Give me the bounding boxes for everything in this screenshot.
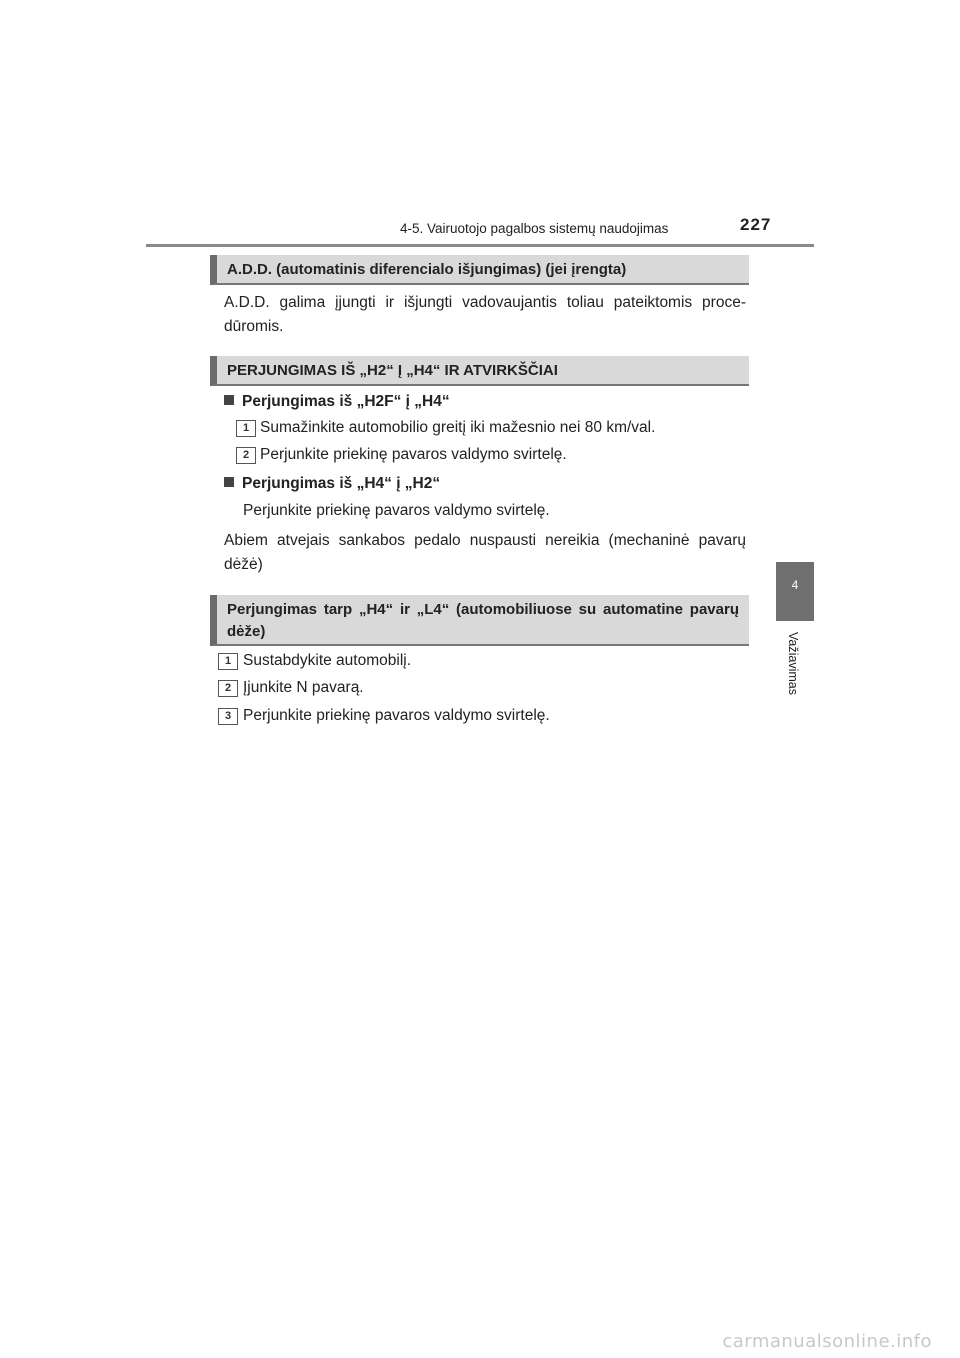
subsection-title-h2f-h4	[224, 393, 450, 411]
step-text: Sumažinkite automobilio greitį iki mažesnio nei 80 km/val.	[260, 419, 656, 436]
site-watermark: carmanualsonline.info	[722, 1331, 932, 1352]
section-heading-add: A.D.D. (automatinis diferencialo išjungimas) (jei įrengta)	[210, 255, 749, 285]
section-heading-h2-h4: PERJUNGIMAS IŠ „H2“ Į „H4“ IR ATVIRKŠČIAI	[210, 356, 749, 386]
step-number-badge: 2	[236, 447, 256, 464]
subsection-title-text: Perjungimas iš „H4“ į „H2“	[242, 475, 441, 492]
subsection-title-h4-h2	[224, 475, 440, 493]
section-heading-h4-l4: Perjungimas tarp „H4“ ir „L4“ (automobiliuose su automatine pavarų dėže)	[210, 595, 749, 646]
step-text: Įjunkite N pavarą.	[243, 679, 364, 696]
step-number-badge: 2	[218, 680, 238, 697]
step-number-badge: 1	[236, 420, 256, 437]
step-number-badge: 1	[218, 653, 238, 670]
step-text: Sustabdykite automobilį.	[243, 652, 412, 669]
section-add-paragraph: A.D.D. galima įjungti ir išjungti vadovaujantis toliau pateiktomis proce-dūromis.	[224, 294, 746, 335]
square-bullet-icon	[224, 477, 234, 487]
chapter-header-title: 4-5. Vairuotojo pagalbos sistemų naudojimas	[400, 221, 669, 236]
page-number: 227	[740, 215, 772, 234]
chapter-tab-label: Važiavimas	[786, 632, 800, 695]
subsection-text: Perjunkite priekinę pavaros valdymo svirtelę.	[243, 502, 550, 519]
step-number-badge: 3	[218, 708, 238, 725]
chapter-tab-number: 4	[791, 578, 799, 592]
square-bullet-icon	[224, 395, 234, 405]
step-text: Perjunkite priekinę pavaros valdymo svirtelę.	[243, 707, 550, 724]
header-rule	[146, 244, 814, 247]
subsection-title-text: Perjungimas iš „H2F“ į „H4“	[242, 393, 450, 410]
manual-transmission-note: Abiem atvejais sankabos pedalo nuspausti nereikia (mechaninė pavarų dėžė)	[224, 532, 746, 573]
step-text: Perjunkite priekinę pavaros valdymo svirtelę.	[260, 446, 567, 463]
